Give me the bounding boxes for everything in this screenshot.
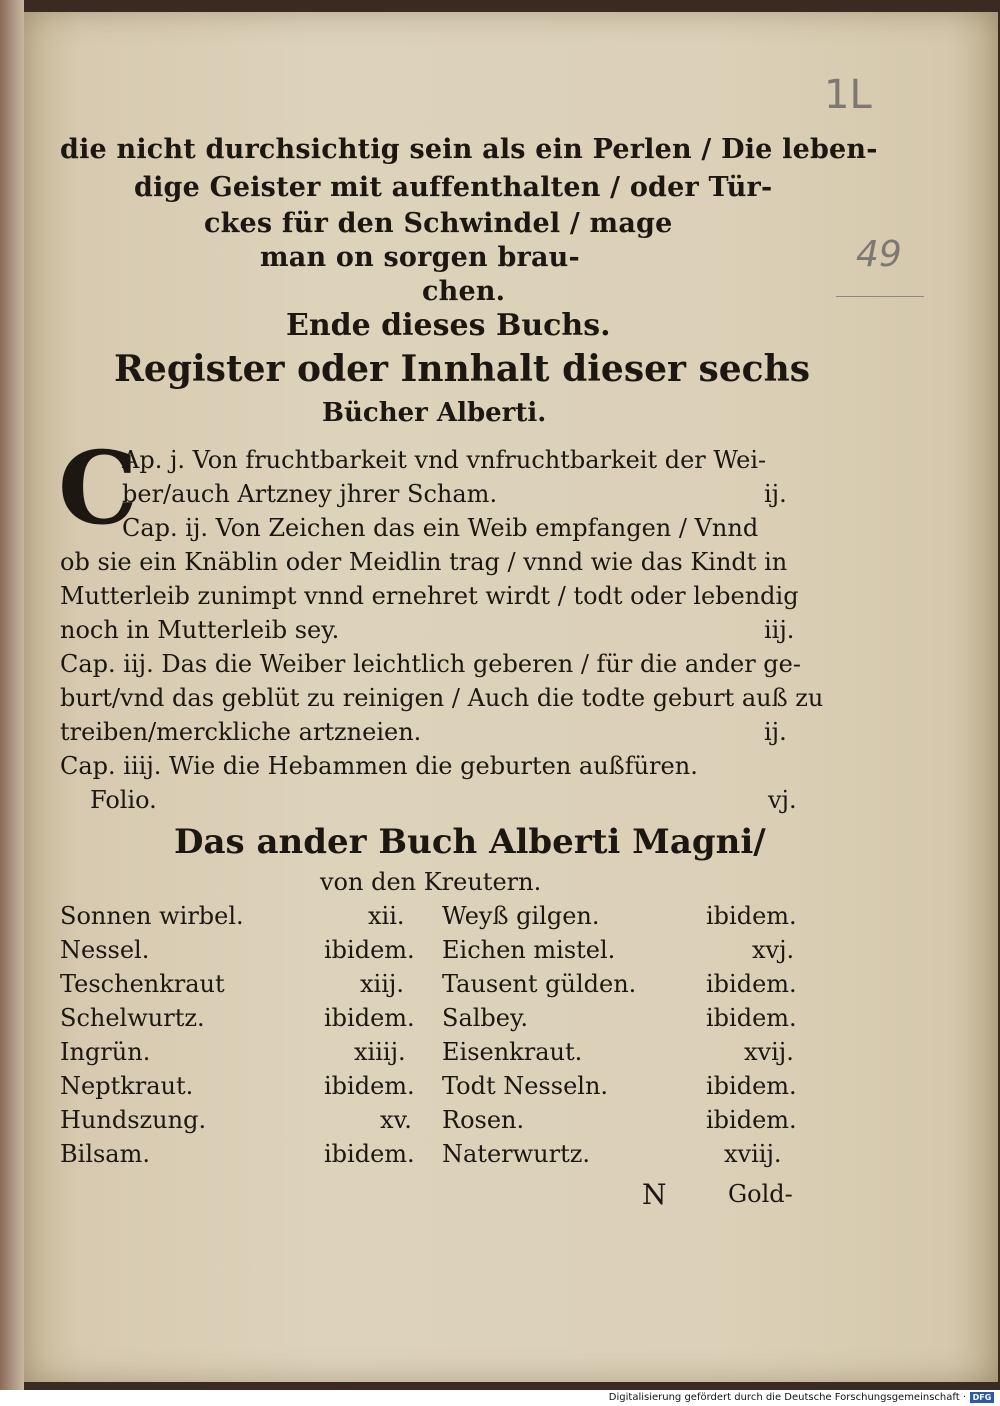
book2-subtitle: von den Kreutern. xyxy=(320,868,542,896)
header-line: chen. xyxy=(422,276,506,307)
register-subtitle: Bücher Alberti. xyxy=(322,398,547,428)
end-of-book-title: Ende dieses Buchs. xyxy=(286,308,611,343)
chapter-line: ob sie ein Knäblin oder Meidlin trag / vnnd wie das Kindt in xyxy=(60,548,788,576)
herb-ref-right: ibidem. xyxy=(706,902,797,930)
chapter-line: Cap. iij. Das die Weiber leichtlich geberen / für die ander ge- xyxy=(60,650,801,678)
drop-cap: C xyxy=(58,429,138,547)
footer-credit: Digitalisierung gefördert durch die Deutsche Forschungsgemeinschaft · xyxy=(608,1392,966,1403)
digitization-footer xyxy=(0,1390,1000,1406)
book-page xyxy=(24,12,998,1382)
chapter-line: noch in Mutterleib sey. xyxy=(60,616,340,644)
herb-name-left: Nessel. xyxy=(60,936,150,964)
pencil-folio-number: 49 xyxy=(856,234,902,275)
chapter-line: burt/vnd das geblüt zu reinigen / Auch die todte geburt auß zu xyxy=(60,684,824,712)
herb-ref-right: xvij. xyxy=(744,1038,794,1066)
book-edge xyxy=(0,0,24,1390)
herb-ref-left: xv. xyxy=(380,1106,412,1134)
herb-ref-left: ibidem. xyxy=(324,1072,415,1100)
book2-title: Das ander Buch Alberti Magni/ xyxy=(174,822,766,862)
herb-name-right: Rosen. xyxy=(442,1106,525,1134)
header-line: ckes für den Schwindel / mage xyxy=(204,208,673,239)
herb-ref-right: ibidem. xyxy=(706,970,797,998)
chapter-line: ber/auch Artzney jhrer Scham. xyxy=(122,480,498,508)
herb-ref-left: ibidem. xyxy=(324,936,415,964)
chapter-line: Cap. iiij. Wie die Hebammen die geburten außfüren. xyxy=(60,752,698,780)
signature-mark: N xyxy=(642,1178,667,1211)
herb-name-left: Ingrün. xyxy=(60,1038,151,1066)
herb-ref-right: ibidem. xyxy=(706,1004,797,1032)
pencil-underline xyxy=(836,296,924,297)
header-line: die nicht durchsichtig sein als ein Perlen / Die leben- xyxy=(60,134,878,165)
pencil-corner-mark: 1L xyxy=(824,72,872,118)
herb-ref-left: xii. xyxy=(368,902,405,930)
chapter-line: Folio. xyxy=(90,786,157,814)
register-title: Register oder Innhalt dieser sechs xyxy=(114,348,811,390)
herb-name-right: Naterwurtz. xyxy=(442,1140,591,1168)
herb-name-right: Tausent gülden. xyxy=(442,970,637,998)
herb-name-left: Teschenkraut xyxy=(60,970,225,998)
herb-ref-right: xviij. xyxy=(724,1140,782,1168)
chapter-line: Ap. j. Von fruchtbarkeit vnd vnfruchtbarkeit der Wei- xyxy=(122,446,767,474)
herb-name-left: Hundszung. xyxy=(60,1106,207,1134)
chapter-page-ref: ij. xyxy=(764,718,787,746)
herb-ref-left: ibidem. xyxy=(324,1004,415,1032)
herb-name-left: Sonnen wirbel. xyxy=(60,902,244,930)
herb-name-left: Schelwurtz. xyxy=(60,1004,205,1032)
herb-ref-left: xiij. xyxy=(360,970,404,998)
chapter-page-ref: iij. xyxy=(764,616,795,644)
header-line: dige Geister mit auffenthalten / oder Tür- xyxy=(134,172,773,203)
dfg-logo: DFG xyxy=(970,1392,994,1403)
chapter-line: treiben/merckliche artzneien. xyxy=(60,718,422,746)
herb-name-right: Eichen mistel. xyxy=(442,936,616,964)
herb-name-right: Salbey. xyxy=(442,1004,528,1032)
herb-ref-left: ibidem. xyxy=(324,1140,415,1168)
header-line: man on sorgen brau- xyxy=(260,242,580,273)
chapter-line: Mutterleib zunimpt vnnd ernehret wirdt / todt oder lebendig xyxy=(60,582,799,610)
herb-name-left: Bilsam. xyxy=(60,1140,150,1168)
herb-name-right: Todt Nesseln. xyxy=(442,1072,609,1100)
herb-ref-right: ibidem. xyxy=(706,1106,797,1134)
chapter-page-ref: ij. xyxy=(764,480,787,508)
catchword: Gold- xyxy=(728,1180,793,1208)
herb-name-left: Neptkraut. xyxy=(60,1072,194,1100)
chapter-line: Cap. ij. Von Zeichen das ein Weib empfangen / Vnnd xyxy=(122,514,759,542)
herb-ref-right: xvj. xyxy=(752,936,795,964)
herb-name-right: Eisenkraut. xyxy=(442,1038,583,1066)
herb-ref-right: ibidem. xyxy=(706,1072,797,1100)
chapter-page-ref: vj. xyxy=(768,786,797,814)
herb-ref-left: xiiij. xyxy=(354,1038,406,1066)
herb-name-right: Weyß gilgen. xyxy=(442,902,600,930)
